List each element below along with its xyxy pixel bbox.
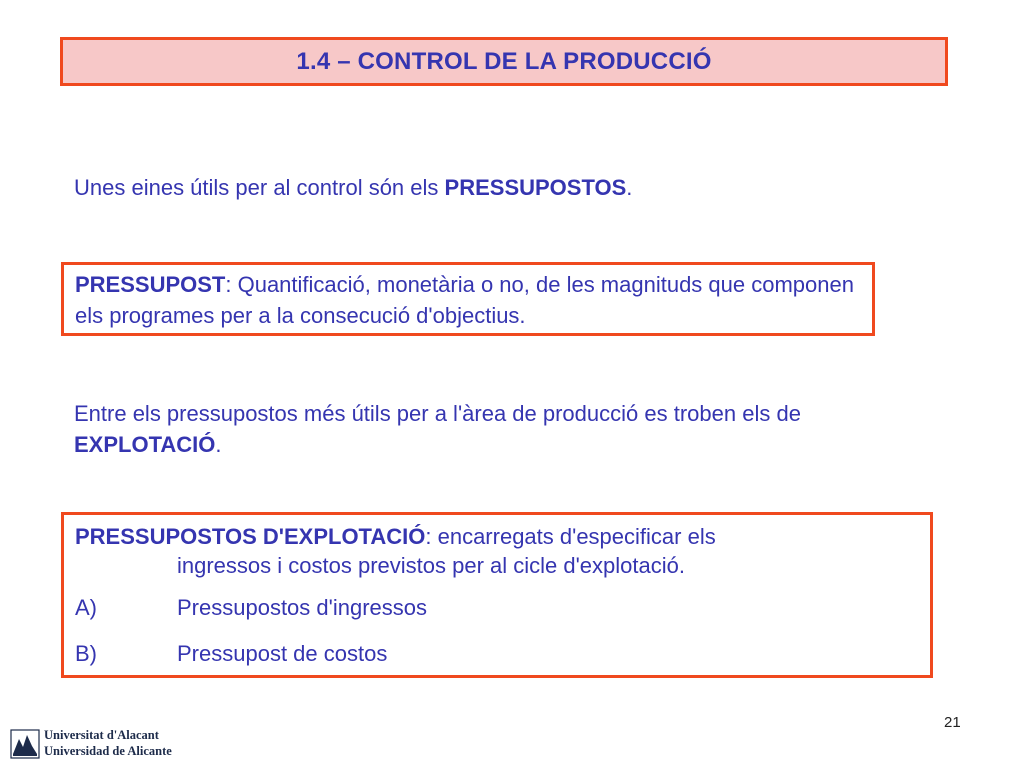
logo-text-valencian: Universitat d'Alacant (44, 728, 159, 742)
list-item-label: Pressupostos d'ingressos (177, 595, 427, 620)
list-item-label: Pressupost de costos (177, 641, 388, 666)
list-item-marker: B) (75, 641, 97, 666)
title-banner (60, 37, 948, 86)
logo-text-spanish: Universidad de Alicante (44, 744, 172, 758)
definition-box (61, 262, 875, 336)
list-item-marker: A) (75, 595, 97, 620)
exploitation-line-1 (75, 522, 925, 551)
exploitation-intro-bold-term: EXPLOTACIÓ (74, 432, 216, 457)
exploitation-term: PRESSUPOSTOS D'EXPLOTACIÓ (75, 524, 426, 549)
page-number: 21 (944, 714, 961, 731)
slide-title: 1.4 – CONTROL DE LA PRODUCCIÓ (296, 47, 712, 75)
definition-paragraph (75, 269, 865, 331)
list-item (75, 593, 925, 622)
definition-text: : Quantificació, monetària o no, de les magnituds que componen els programes per a la consecució d'objectius. (75, 272, 854, 328)
exploitation-box (61, 512, 933, 678)
intro-text-end: . (626, 175, 633, 200)
intro-bold-term: PRESSUPOSTOS (444, 175, 627, 200)
definition-term: PRESSUPOST (75, 272, 226, 297)
intro-paragraph (74, 172, 874, 203)
exploitation-line-1-text: : encarregats d'especificar els (425, 524, 716, 549)
university-emblem-icon (10, 729, 40, 759)
university-logo (10, 727, 210, 761)
exploitation-intro-text: Entre els pressupostos més útils per a l'àrea de producció es troben els de (74, 401, 801, 426)
exploitation-intro-text-end: . (215, 432, 222, 457)
exploitation-intro-paragraph (74, 398, 944, 460)
exploitation-line-2: ingressos i costos previstos per al cicle d'explotació. (177, 553, 685, 578)
exploitation-content (75, 522, 925, 668)
list-item (75, 639, 925, 668)
intro-text: Unes eines útils per al control són els (74, 175, 445, 200)
